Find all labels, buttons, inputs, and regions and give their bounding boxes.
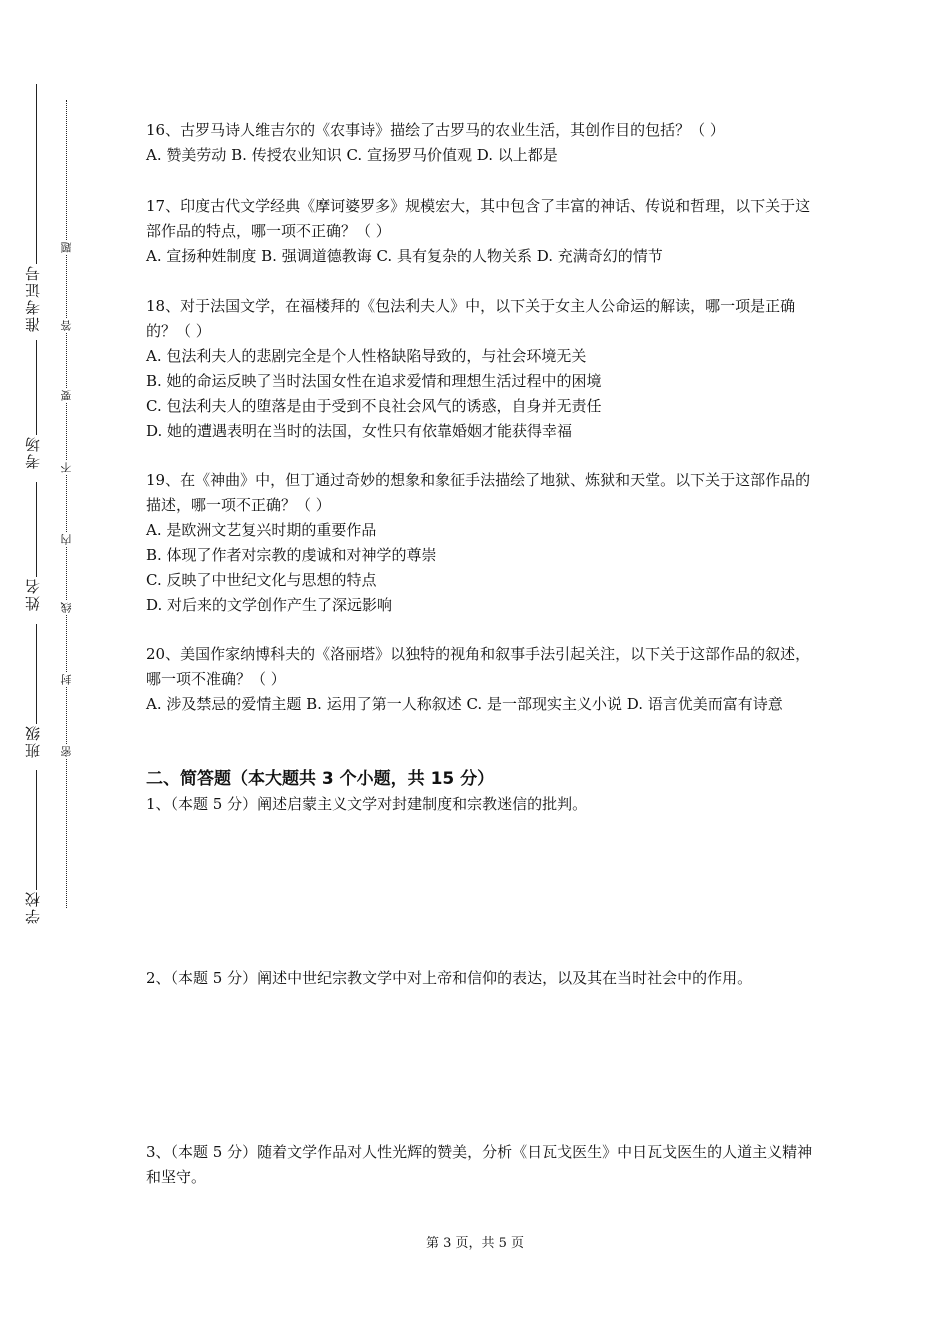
binding-line (36, 482, 37, 577)
question-stem: 18、对于法国文学，在福楼拜的《包法利夫人》中，以下关于女主人公命运的解读，哪一项是正确的？（ ） (146, 297, 796, 340)
question-18 (146, 294, 814, 444)
page-footer: 第 3 页，共 5 页 (425, 1236, 525, 1251)
binding-line (36, 770, 37, 890)
section-title: 二、简答题（本大题共 3 个小题，共 15 分） (146, 769, 495, 789)
question-17 (146, 194, 814, 269)
short-answer-1: 1、（本题 5 分）阐述启蒙主义文学对封建制度和宗教迷信的批判。 (146, 795, 588, 813)
question-options: A. 宣扬种姓制度 B. 强调道德教诲 C. 具有复杂的人物关系 D. 充满奇幻的情节 (146, 247, 663, 265)
seal-char: 线 (60, 602, 73, 613)
question-stem: 20、美国作家纳博科夫的《洛丽塔》以独特的视角和叙事手法引起关注，以下关于这部作品的叙述，哪一项不准确？（ ） (146, 645, 811, 688)
label-name: 姓名 (24, 577, 42, 611)
question-option: B. 她的命运反映了当时法国女性在追求爱情和理想生活过程中的困境 (146, 372, 602, 390)
question-stem: 19、在《神曲》中，但丁通过奇妙的想象和象征手法描绘了地狱、炼狱和天堂。以下关于这部作品的描述，哪一项不正确？（ ） (146, 471, 811, 514)
question-option: D. 她的遭遇表明在当时的法国，女性只有依靠婚姻才能获得幸福 (146, 422, 573, 440)
seal-char: 答 (60, 320, 73, 331)
binding-line (36, 624, 37, 724)
question-19 (146, 468, 814, 618)
seal-char: 封 (60, 674, 73, 685)
label-exam-number: 准考证号 (24, 264, 42, 332)
question-option: B. 体现了作者对宗教的虔诚和对神学的尊崇 (146, 546, 437, 564)
question-stem: 16、古罗马诗人维吉尔的《农事诗》描绘了古罗马的农业生活，其创作目的包括？（ ） (146, 121, 725, 139)
question-stem: 17、印度古代文学经典《摩诃婆罗多》规模宏大，其中包含了丰富的神话、传说和哲理，以下关于这部作品的特点，哪一项不正确？（ ） (146, 197, 811, 240)
binding-line (36, 340, 37, 435)
seal-char: 不 (60, 462, 73, 473)
question-16 (146, 118, 814, 168)
question-option: A. 包法利夫人的悲剧完全是个人性格缺陷导致的，与社会环境无关 (146, 347, 587, 365)
question-options: A. 涉及禁忌的爱情主题 B. 运用了第一人称叙述 C. 是一部现实主义小说 D. 语言优美而富有诗意 (146, 695, 783, 713)
short-answer-3: 3、（本题 5 分）随着文学作品对人性光辉的赞美，分析《日瓦戈医生》中日瓦戈医生的人道主义精神和坚守。 (146, 1143, 813, 1186)
seal-char: 内 (60, 534, 73, 545)
label-exam-room: 考场 (24, 435, 42, 469)
question-options: A. 赞美劳动 B. 传授农业知识 C. 宣扬罗马价值观 D. 以上都是 (146, 146, 558, 164)
question-option: A. 是欧洲文艺复兴时期的重要作品 (146, 521, 377, 539)
seal-char: 密 (60, 746, 73, 757)
binding-line (36, 84, 37, 264)
question-option: C. 反映了中世纪文化与思想的特点 (146, 571, 377, 589)
seal-char: 要 (60, 390, 73, 401)
seal-dotted-line (66, 100, 67, 908)
question-option: D. 对后来的文学创作产生了深远影响 (146, 596, 393, 614)
label-school: 学校 (24, 890, 42, 924)
label-class: 班级 (24, 724, 42, 758)
short-answer-2: 2、（本题 5 分）阐述中世纪宗教文学中对上帝和信仰的表达，以及其在当时社会中的作用。 (146, 969, 753, 987)
seal-char: 题 (60, 242, 73, 253)
question-20 (146, 642, 814, 717)
question-option: C. 包法利夫人的堕落是由于受到不良社会风气的诱惑，自身并无责任 (146, 397, 602, 415)
